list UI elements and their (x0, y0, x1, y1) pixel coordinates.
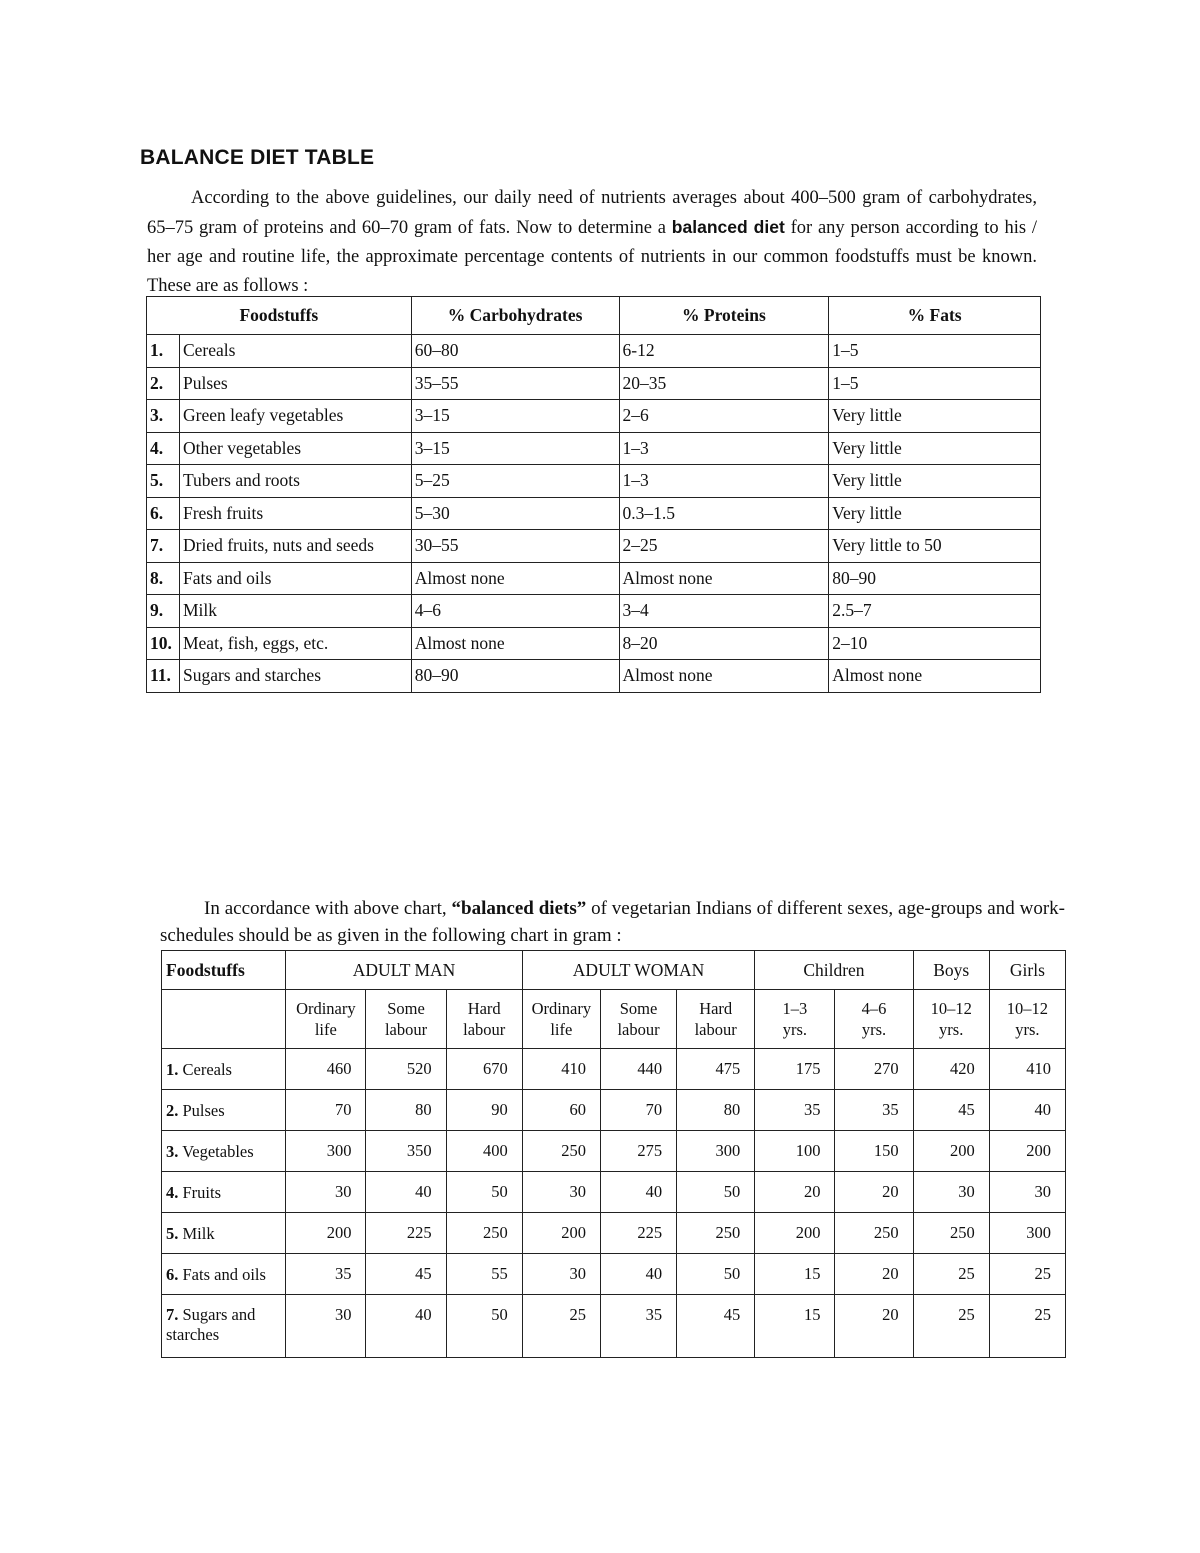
foodstuff-cell: Fats and oils (179, 562, 411, 595)
sub-header-line-2: yrs. (861, 1020, 887, 1039)
diet-quantity-cell: 40 (989, 1090, 1065, 1131)
sub-header-line-1: 1–3 (782, 999, 808, 1018)
second-paragraph (160, 895, 1065, 949)
diet-header-foodstuffs: Foodstuffs (162, 951, 286, 990)
protein-cell: Almost none (619, 562, 829, 595)
nutrient-table-row (147, 660, 1041, 693)
nutrient-table-row (147, 335, 1041, 368)
diet-header-girls: Girls (989, 951, 1065, 990)
diet-quantity-cell: 45 (677, 1295, 755, 1358)
diet-quantity-cell: 40 (366, 1295, 446, 1358)
diet-quantity-cell: 250 (835, 1213, 913, 1254)
intro-bold-text: balanced diet (671, 217, 785, 237)
diet-table-row (162, 1172, 1066, 1213)
diet-sub-header-row (162, 990, 1066, 1049)
sub-header-line-2: life (550, 1020, 573, 1039)
diet-quantity-cell: 20 (835, 1254, 913, 1295)
diet-quantity-cell: 40 (366, 1172, 446, 1213)
foodstuff-cell: Pulses (179, 367, 411, 400)
header-foodstuffs: Foodstuffs (147, 297, 412, 335)
second-text-2: of vegetarian Indians of different sexes, age-groups and work-schedules should be as given in the following chart in gram : (160, 898, 1065, 946)
diet-quantity-cell: 300 (286, 1131, 366, 1172)
sub-header-line-2: labour (384, 1020, 428, 1039)
foodstuff-cell: Cereals (179, 335, 411, 368)
foodstuff-cell: Sugars and starches (179, 660, 411, 693)
nutrient-table-row (147, 627, 1041, 660)
protein-cell: 0.3–1.5 (619, 497, 829, 530)
row-number: 11. (147, 660, 180, 693)
protein-cell: 3–4 (619, 595, 829, 628)
sub-header-line-2: yrs. (782, 1020, 807, 1039)
diet-sub-header (446, 990, 522, 1049)
diet-group-header-row (162, 951, 1066, 990)
fat-cell: Very little (829, 400, 1041, 433)
protein-cell: 1–3 (619, 432, 829, 465)
diet-quantity-cell: 35 (600, 1295, 676, 1358)
diet-quantity-cell: 460 (286, 1049, 366, 1090)
diet-header-boys: Boys (913, 951, 989, 990)
diet-quantity-cell: 200 (522, 1213, 600, 1254)
row-number: 1. (147, 335, 180, 368)
diet-quantity-cell: 225 (600, 1213, 676, 1254)
diet-row-number: 5. (166, 1224, 179, 1243)
diet-quantity-cell: 410 (522, 1049, 600, 1090)
diet-quantity-cell: 30 (913, 1172, 989, 1213)
diet-quantity-cell: 410 (989, 1049, 1065, 1090)
diet-foodstuff-cell (162, 1295, 286, 1358)
diet-quantity-cell: 30 (989, 1172, 1065, 1213)
row-number: 2. (147, 367, 180, 400)
diet-quantity-cell: 300 (677, 1131, 755, 1172)
row-number: 10. (147, 627, 180, 660)
diet-quantity-cell: 30 (286, 1172, 366, 1213)
diet-quantity-cell: 50 (677, 1254, 755, 1295)
diet-quantity-cell: 670 (446, 1049, 522, 1090)
sub-header-line-1: 10–12 (1006, 999, 1048, 1018)
diet-quantity-cell: 250 (677, 1213, 755, 1254)
row-number: 3. (147, 400, 180, 433)
intro-text-2: for any person according to his / her age and routine life, the approximate percentage contents of nutrients in our common foodstuffs must be known. These are as follows : (147, 218, 1037, 296)
diet-quantity-cell: 70 (600, 1090, 676, 1131)
row-number: 6. (147, 497, 180, 530)
diet-header-adult-man: ADULT MAN (286, 951, 523, 990)
carbohydrate-cell: 60–80 (411, 335, 619, 368)
diet-quantity-cell: 25 (522, 1295, 600, 1358)
diet-row-number: 6. (166, 1265, 179, 1284)
diet-quantity-cell: 15 (755, 1254, 835, 1295)
sub-header-line-2: yrs. (939, 1020, 964, 1039)
diet-quantity-cell: 150 (835, 1131, 913, 1172)
sub-header-line-1: Ordinary (296, 999, 356, 1018)
protein-cell: 8–20 (619, 627, 829, 660)
diet-foodstuff-cell (162, 1131, 286, 1172)
carbohydrate-cell: 5–30 (411, 497, 619, 530)
foodstuff-cell: Milk (179, 595, 411, 628)
diet-foodstuff-name: Milk (182, 1224, 215, 1243)
diet-quantity-cell: 50 (446, 1295, 522, 1358)
diet-quantity-cell: 275 (600, 1131, 676, 1172)
diet-table-row (162, 1213, 1066, 1254)
carbohydrate-cell: 5–25 (411, 465, 619, 498)
diet-sub-header (522, 990, 600, 1049)
diet-quantity-cell: 40 (600, 1254, 676, 1295)
diet-sub-header (366, 990, 446, 1049)
diet-quantity-cell: 20 (835, 1295, 913, 1358)
diet-quantity-cell: 225 (366, 1213, 446, 1254)
sub-header-line-1: Hard (699, 999, 733, 1018)
diet-foodstuff-name: Vegetables (182, 1142, 254, 1161)
diet-quantity-cell: 350 (366, 1131, 446, 1172)
diet-quantity-cell: 60 (522, 1090, 600, 1131)
diet-table-row (162, 1254, 1066, 1295)
diet-quantity-cell: 200 (989, 1131, 1065, 1172)
diet-foodstuff-cell (162, 1213, 286, 1254)
diet-foodstuff-cell (162, 1049, 286, 1090)
carbohydrate-cell: 3–15 (411, 400, 619, 433)
diet-quantity-cell: 475 (677, 1049, 755, 1090)
fat-cell: 2–10 (829, 627, 1041, 660)
nutrient-table-row (147, 432, 1041, 465)
sub-header-line-1: 4–6 (861, 999, 887, 1018)
diet-foodstuff-cell (162, 1254, 286, 1295)
diet-sub-header (913, 990, 989, 1049)
diet-quantity-cell: 250 (913, 1213, 989, 1254)
diet-foodstuff-name: Fats and oils (182, 1265, 266, 1284)
header-proteins: % Proteins (619, 297, 829, 335)
diet-sub-header (835, 990, 913, 1049)
diet-quantity-cell: 440 (600, 1049, 676, 1090)
diet-quantity-cell: 55 (446, 1254, 522, 1295)
intro-paragraph (147, 184, 1037, 301)
protein-cell: 6-12 (619, 335, 829, 368)
diet-quantity-cell: 40 (600, 1172, 676, 1213)
diet-quantity-cell: 30 (286, 1295, 366, 1358)
fat-cell: Very little (829, 432, 1041, 465)
carbohydrate-cell: 3–15 (411, 432, 619, 465)
diet-quantity-cell: 520 (366, 1049, 446, 1090)
diet-table-row (162, 1295, 1066, 1358)
diet-sub-header (286, 990, 366, 1049)
diet-sub-header (677, 990, 755, 1049)
nutrient-table-row (147, 530, 1041, 563)
diet-quantity-cell: 35 (835, 1090, 913, 1131)
fat-cell: 1–5 (829, 367, 1041, 400)
diet-quantity-cell: 200 (286, 1213, 366, 1254)
diet-quantity-cell: 270 (835, 1049, 913, 1090)
nutrient-table-row (147, 400, 1041, 433)
fat-cell: 1–5 (829, 335, 1041, 368)
nutrient-table-row (147, 465, 1041, 498)
fat-cell: Almost none (829, 660, 1041, 693)
diet-quantity-cell: 25 (913, 1295, 989, 1358)
diet-quantity-cell: 90 (446, 1090, 522, 1131)
row-number: 5. (147, 465, 180, 498)
sub-header-line-2: yrs. (1015, 1020, 1040, 1039)
protein-cell: 20–35 (619, 367, 829, 400)
row-number: 7. (147, 530, 180, 563)
diet-quantity-cell: 20 (835, 1172, 913, 1213)
second-bold-text: “balanced diets” (451, 898, 587, 919)
protein-cell: 1–3 (619, 465, 829, 498)
diet-quantity-cell: 50 (677, 1172, 755, 1213)
sub-header-line-2: life (314, 1020, 337, 1039)
row-number: 9. (147, 595, 180, 628)
foodstuff-cell: Dried fruits, nuts and seeds (179, 530, 411, 563)
diet-sub-header (989, 990, 1065, 1049)
diet-quantity-cell: 250 (522, 1131, 600, 1172)
nutrient-table-row (147, 497, 1041, 530)
foodstuff-cell: Other vegetables (179, 432, 411, 465)
foodstuff-cell: Green leafy vegetables (179, 400, 411, 433)
diet-quantity-cell: 80 (677, 1090, 755, 1131)
fat-cell: 80–90 (829, 562, 1041, 595)
nutrient-table-row (147, 367, 1041, 400)
page-title: BALANCE DIET TABLE (140, 146, 375, 169)
diet-row-number: 4. (166, 1183, 179, 1202)
diet-quantity-cell: 45 (366, 1254, 446, 1295)
diet-quantity-cell: 400 (446, 1131, 522, 1172)
diet-quantity-cell: 100 (755, 1131, 835, 1172)
diet-sub-header (755, 990, 835, 1049)
diet-foodstuff-name: Pulses (182, 1101, 225, 1120)
diet-header-adult-woman: ADULT WOMAN (522, 951, 755, 990)
foodstuff-cell: Meat, fish, eggs, etc. (179, 627, 411, 660)
diet-quantity-cell: 35 (755, 1090, 835, 1131)
diet-quantity-cell: 30 (522, 1254, 600, 1295)
diet-quantity-cell: 175 (755, 1049, 835, 1090)
sub-header-line-1: 10–12 (930, 999, 972, 1018)
diet-quantity-cell: 30 (522, 1172, 600, 1213)
protein-cell: 2–6 (619, 400, 829, 433)
balanced-diet-table (161, 950, 1066, 1358)
carbohydrate-cell: Almost none (411, 627, 619, 660)
diet-foodstuff-name: Fruits (182, 1183, 222, 1202)
diet-quantity-cell: 200 (755, 1213, 835, 1254)
nutrient-percentage-table (146, 296, 1041, 693)
diet-quantity-cell: 200 (913, 1131, 989, 1172)
fat-cell: Very little (829, 497, 1041, 530)
foodstuff-cell: Fresh fruits (179, 497, 411, 530)
second-text-1: In accordance with above chart, (204, 898, 452, 919)
diet-quantity-cell: 80 (366, 1090, 446, 1131)
diet-quantity-cell: 20 (755, 1172, 835, 1213)
diet-foodstuff-cell (162, 1090, 286, 1131)
fat-cell: 2.5–7 (829, 595, 1041, 628)
carbohydrate-cell: 4–6 (411, 595, 619, 628)
carbohydrate-cell: Almost none (411, 562, 619, 595)
carbohydrate-cell: 30–55 (411, 530, 619, 563)
fat-cell: Very little to 50 (829, 530, 1041, 563)
nutrient-table-row (147, 595, 1041, 628)
diet-quantity-cell: 35 (286, 1254, 366, 1295)
header-fats: % Fats (829, 297, 1041, 335)
fat-cell: Very little (829, 465, 1041, 498)
foodstuff-cell: Tubers and roots (179, 465, 411, 498)
diet-table-row (162, 1049, 1066, 1090)
diet-sub-header (600, 990, 676, 1049)
header-carbohydrates: % Carbohydrates (411, 297, 619, 335)
sub-header-line-1: Ordinary (531, 999, 592, 1018)
diet-quantity-cell: 15 (755, 1295, 835, 1358)
sub-header-line-2: labour (463, 1020, 506, 1039)
nutrient-table-row (147, 562, 1041, 595)
diet-table-row (162, 1131, 1066, 1172)
sub-header-line-1: Hard (467, 999, 501, 1018)
diet-row-number: 1. (166, 1060, 179, 1079)
nutrient-table-header-row (147, 297, 1041, 335)
diet-foodstuff-name: Sugars and starches (166, 1305, 256, 1344)
sub-header-line-2: labour (694, 1020, 737, 1039)
diet-sub-header-blank (162, 990, 286, 1049)
diet-quantity-cell: 25 (913, 1254, 989, 1295)
diet-row-number: 2. (166, 1101, 179, 1120)
diet-quantity-cell: 250 (446, 1213, 522, 1254)
diet-quantity-cell: 45 (913, 1090, 989, 1131)
diet-row-number: 7. (166, 1305, 179, 1324)
diet-foodstuff-cell (162, 1172, 286, 1213)
diet-row-number: 3. (166, 1142, 179, 1161)
carbohydrate-cell: 35–55 (411, 367, 619, 400)
diet-quantity-cell: 420 (913, 1049, 989, 1090)
row-number: 8. (147, 562, 180, 595)
diet-table-row (162, 1090, 1066, 1131)
carbohydrate-cell: 80–90 (411, 660, 619, 693)
diet-quantity-cell: 70 (286, 1090, 366, 1131)
row-number: 4. (147, 432, 180, 465)
intro-text-1: According to the above guidelines, our daily need of nutrients averages about 400–500 gram of carbohydrates, 65–75 gram of proteins and 60–70 gram of fats. Now to determine a (147, 188, 1037, 238)
sub-header-line-1: Some (387, 999, 425, 1018)
protein-cell: 2–25 (619, 530, 829, 563)
sub-header-line-1: Some (619, 999, 658, 1018)
diet-quantity-cell: 25 (989, 1254, 1065, 1295)
protein-cell: Almost none (619, 660, 829, 693)
diet-quantity-cell: 25 (989, 1295, 1065, 1358)
diet-foodstuff-name: Cereals (182, 1060, 232, 1079)
diet-quantity-cell: 50 (446, 1172, 522, 1213)
diet-header-children: Children (755, 951, 913, 990)
diet-quantity-cell: 300 (989, 1213, 1065, 1254)
sub-header-line-2: labour (617, 1020, 660, 1039)
